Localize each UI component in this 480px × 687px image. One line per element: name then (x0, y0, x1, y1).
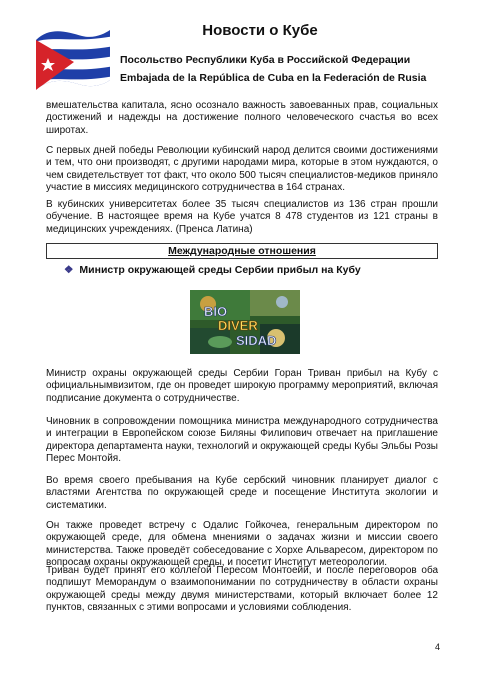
diamond-bullet-icon: ❖ (64, 264, 74, 276)
paragraph: С первых дней победы Революции кубинский народ делится своими достижениями и тем, что они производят, с другими народами мира, которые в этом нуждаются, о чем свидетельствует тот факт, что около 500 тысяч специалистов-медиков приняло участие в миссиях медицинского сотрудничества в 164 странах. (46, 145, 438, 194)
biodiversity-image (190, 290, 300, 354)
paragraph: вмешательства капитала, ясно осознало важность завоеванных прав, социальных достижений и надежды на достижение полного человеческого счастья во всех широтах. (46, 100, 438, 136)
embassy-name-ru: Посольство Республики Куба в Российской Федерации (120, 54, 411, 66)
page-number: 4 (434, 642, 440, 652)
paragraph: Во время своего пребывания на Кубе сербский чиновник планирует диалог с властями Агентства по окружающей среде и посещение Института экологии и систематики. (46, 475, 438, 511)
paragraph: Триван будет принят его коллегой Пересом Монтоейй, и после переговоров оба подпишут Меморандум о взаимопонимании по сотрудничеству в области охраны окружающей среды между двумя министерствами, который включает более 12 пунктов, связанных с этими вопросами и условиями соблюдения. (46, 565, 438, 614)
image-text-bio: BIO (204, 304, 228, 319)
paragraph: В кубинских университетах более 35 тысяч специалистов из 136 стран прошли обучение. В настоящее время на Кубе учатся 8 478 студентов из 121 страны в медицинских учреждениях. (Пренса Латина) (46, 199, 438, 235)
news-headline (64, 264, 361, 276)
paragraph: Он также проведет встречу с Одалис Гойкочеа, генеральным директором по окружающей среде, для обмена мнениями о задачах жизни и миссии своего министерства. Также проведёт собеседование с Хорхе Альваресом, директором по вопросам охраны окружающей среды, и посетит Институт метеорологии. (46, 520, 438, 569)
embassy-name-es: Embajada de la República de Cuba en la Federación de Rusia (120, 72, 427, 84)
section-header (46, 243, 438, 259)
image-text-diver: DIVER (218, 318, 258, 333)
headline-text: Министр окружающей среды Сербии прибыл на Кубу (79, 264, 361, 276)
page-title: Новости о Кубе (202, 22, 318, 39)
paragraph: Министр охраны окружающей среды Сербии Горан Триван прибыл на Кубу с официальнымвизитом, где он проведет широкую программу мероприятий, включая подписание документа о сотрудничестве. (46, 368, 438, 404)
section-title: Международные отношения (168, 245, 316, 257)
image-text-sidad: SIDAD (236, 333, 277, 348)
paragraph: Чиновник в сопровождении помощника министра международного сотрудничества и интеграции в Европейском союзе Биляны Филипович отвечает на приглашение директора департамента науки, технологий и окружающей среды Кубы Эльбы Розы Перес Монтойя. (46, 416, 438, 465)
